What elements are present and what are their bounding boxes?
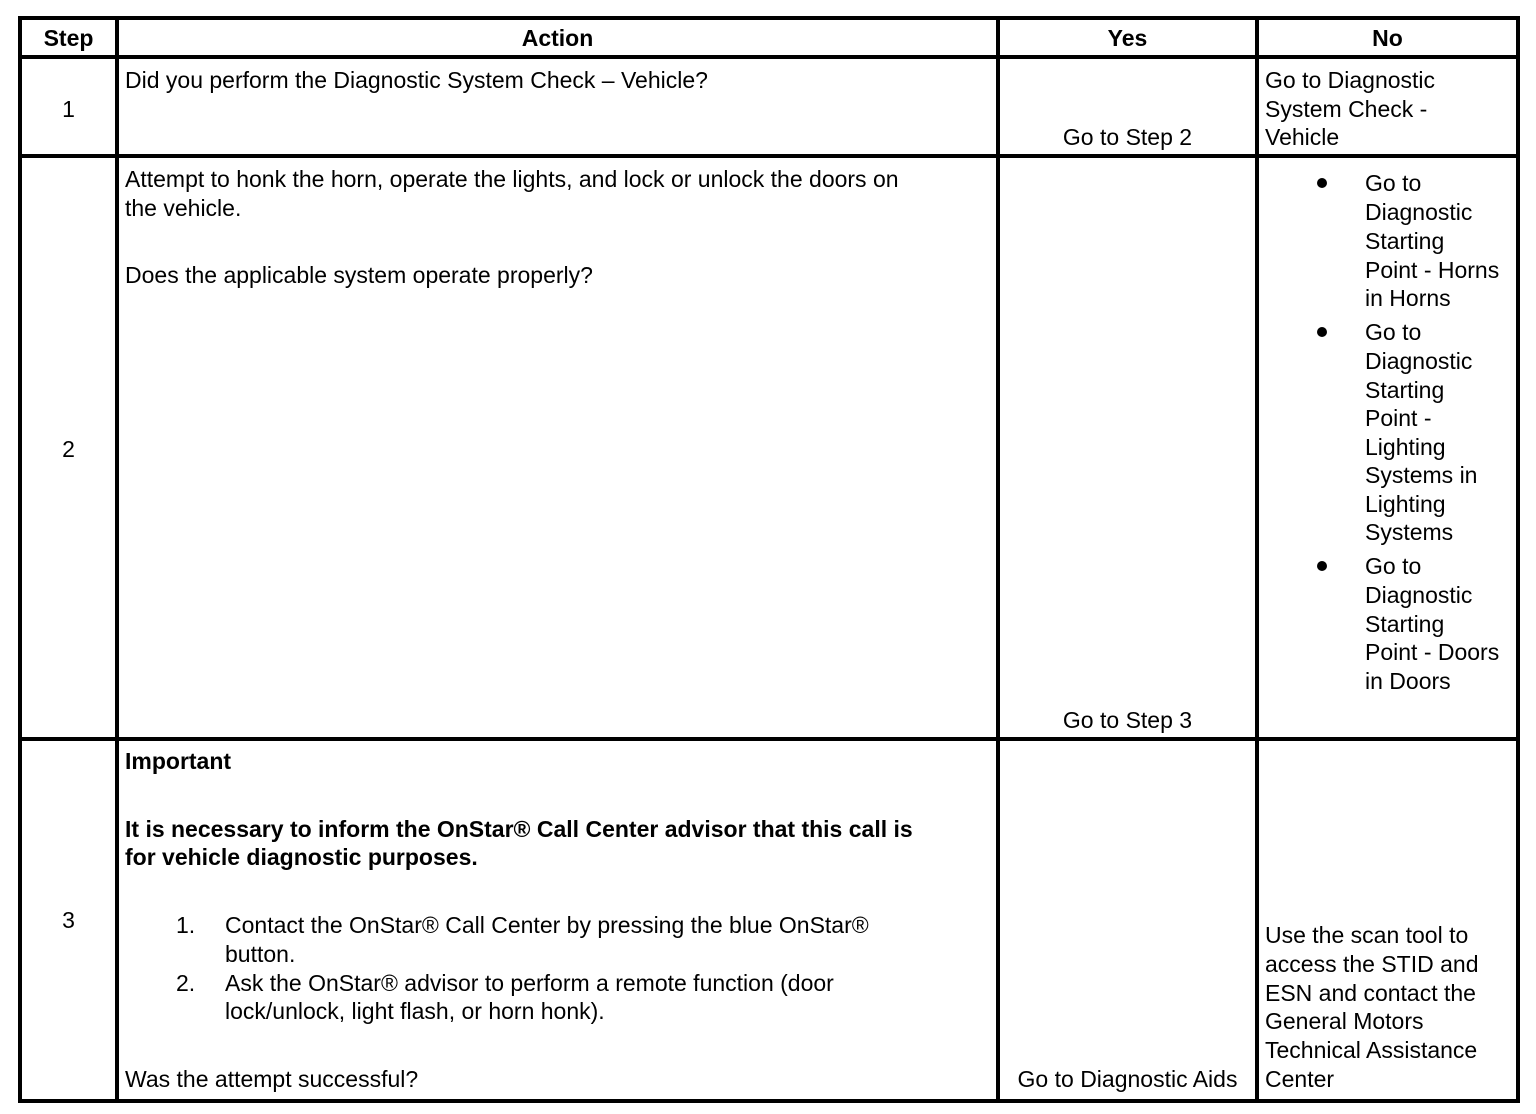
header-step: Step: [43, 25, 94, 51]
row2-no-item1-line3: Starting: [1365, 228, 1445, 254]
row2-question: Does the applicable system operate properly?: [125, 262, 593, 288]
row2-no-item2-line8: Systems: [1365, 519, 1454, 545]
row1-step: 1: [62, 96, 75, 122]
row2-no-item2-line7: Lighting: [1365, 491, 1446, 517]
bullet-icon: [1317, 178, 1327, 188]
row2-no-item1-line2: Diagnostic: [1365, 199, 1473, 225]
header-action: Action: [521, 25, 594, 51]
row3-no-line3: ESN and contact the: [1265, 980, 1476, 1006]
row2-no-item1-line1: Go to: [1365, 170, 1422, 196]
row2-no-item2-line2: Diagnostic: [1365, 348, 1473, 374]
row2-no-item1-line4: Point - Horns: [1365, 257, 1500, 283]
step-number: 2.: [176, 970, 196, 996]
col-divider-step: [115, 16, 119, 1103]
step1-line1: Contact the OnStar® Call Center by pressing the blue OnStar®: [225, 912, 869, 938]
important-line1: It is necessary to inform the OnStar® Call Center advisor that this call is: [125, 816, 913, 842]
step1-line2: button.: [225, 941, 296, 967]
row2-step: 2: [62, 436, 75, 462]
row3-yes: Go to Diagnostic Aids: [1017, 1066, 1238, 1092]
bullet-icon: [1317, 561, 1327, 571]
row3-no-line6: Center: [1265, 1066, 1335, 1092]
important-line2: for vehicle diagnostic purposes.: [125, 844, 478, 870]
row2-no-item2-line3: Starting: [1365, 377, 1445, 403]
row2-no-item3-line1: Go to: [1365, 553, 1422, 579]
col-divider-action: [996, 16, 1000, 1103]
row2-no-item2-line5: Lighting: [1365, 434, 1446, 460]
row3-no-line4: General Motors: [1265, 1008, 1424, 1034]
row1-action: Did you perform the Diagnostic System Check – Vehicle?: [125, 67, 708, 93]
row2-no-item2-line6: Systems in: [1365, 462, 1478, 488]
row3-question: Was the attempt successful?: [125, 1066, 419, 1092]
col-divider-yes: [1255, 16, 1259, 1103]
row2-no-item3-line2: Diagnostic: [1365, 582, 1473, 608]
row3-no-line1: Use the scan tool to: [1265, 922, 1469, 948]
row2-no-item2-line1: Go to: [1365, 319, 1422, 345]
row2-action-line1: Attempt to honk the horn, operate the lights, and lock or unlock the doors on: [125, 166, 899, 192]
row2-no-item2-line4: Point -: [1365, 405, 1432, 431]
row2-no-item3-line3: Starting: [1365, 611, 1445, 637]
row-divider-1: [18, 154, 1520, 158]
row2-yes: Go to Step 3: [1062, 707, 1193, 733]
row1-no-line3: Vehicle: [1265, 124, 1340, 150]
important-title: Important: [125, 748, 232, 774]
row3-no-line2: access the STID and: [1265, 951, 1479, 977]
bullet-icon: [1317, 327, 1327, 337]
step-number: 1.: [176, 912, 196, 938]
row3-step: 3: [62, 907, 75, 933]
row1-no-line2: System Check -: [1265, 96, 1428, 122]
row2-no-item3-line5: in Doors: [1365, 668, 1451, 694]
row1-yes: Go to Step 2: [1062, 124, 1193, 150]
header-no: No: [1372, 25, 1403, 51]
row2-action-line2: the vehicle.: [125, 195, 242, 221]
row-divider-2: [18, 737, 1520, 741]
row-divider-header: [18, 55, 1520, 59]
header-yes: Yes: [1107, 25, 1148, 51]
step2-line2: lock/unlock, light flash, or horn honk).: [225, 998, 605, 1024]
row2-no-item1-line5: in Horns: [1365, 285, 1451, 311]
step2-line1: Ask the OnStar® advisor to perform a remote function (door: [225, 970, 834, 996]
row2-no-item3-line4: Point - Doors: [1365, 639, 1500, 665]
row1-no-line1: Go to Diagnostic: [1265, 67, 1436, 93]
row3-no-line5: Technical Assistance: [1265, 1037, 1478, 1063]
